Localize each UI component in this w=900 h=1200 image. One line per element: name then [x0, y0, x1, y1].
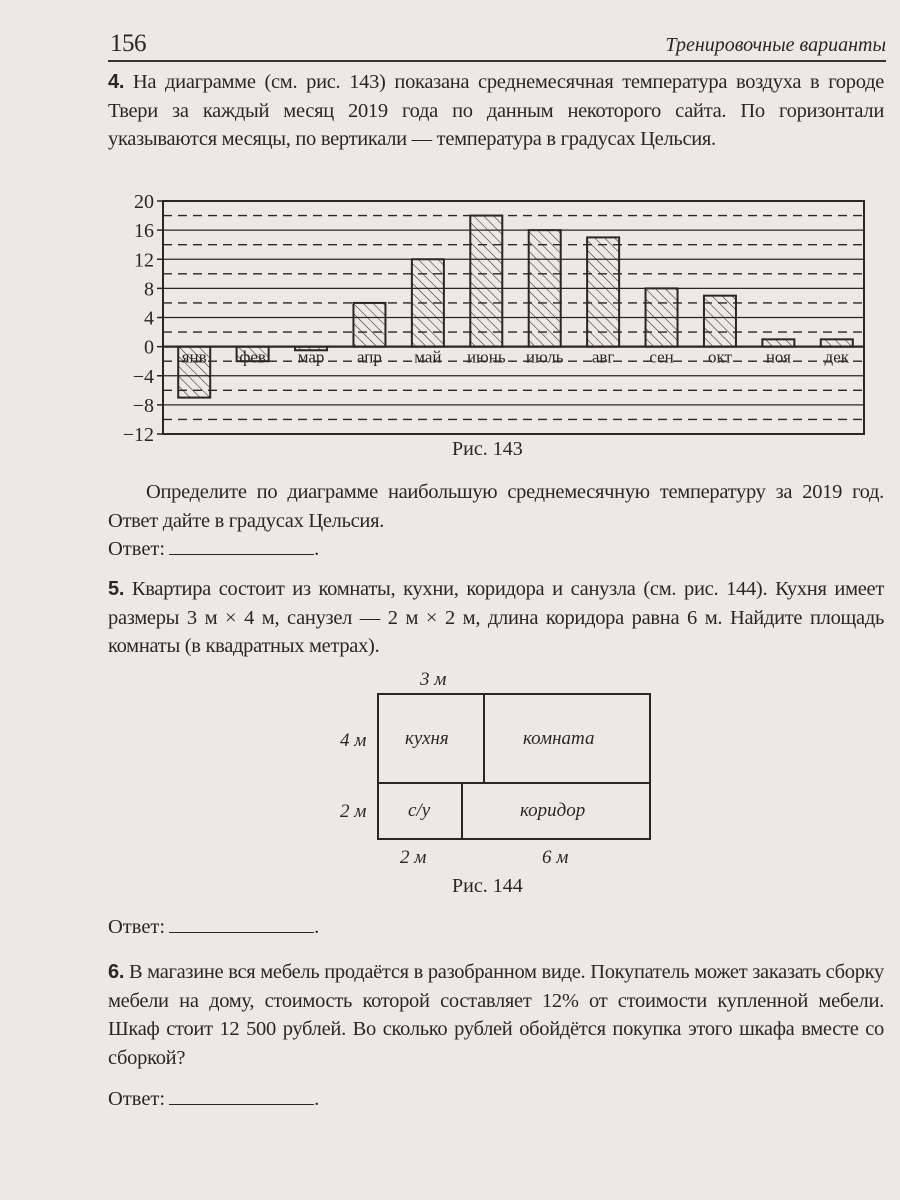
task-5-number: 5. — [108, 578, 125, 600]
task-4-text: На диаграмме (см. рис. 143) показана среднемесячная температура воздуха в городе Твери за каждый месяц 2019 года по данным некоторого сайта. По горизонтали указываются месяцы, по вертикали — температура в градусах Цельсия. — [108, 71, 884, 150]
svg-text:июль: июль — [525, 347, 564, 367]
svg-text:16: 16 — [134, 220, 154, 243]
dim-bottom-left: 2 м — [400, 847, 427, 868]
task-5-answer: Ответ: . — [108, 916, 320, 938]
dim-top: 3 м — [420, 669, 447, 690]
svg-text:апр: апр — [356, 347, 382, 367]
dim-left-top: 4 м — [340, 730, 367, 751]
answer-blank[interactable] — [169, 914, 314, 933]
page-number: 156 — [110, 30, 146, 57]
figure-143-caption: Рис. 143 — [452, 438, 523, 460]
svg-text:−12: −12 — [122, 424, 154, 446]
task-4-answer: Ответ: . — [108, 538, 320, 560]
svg-text:май: май — [414, 347, 442, 367]
task-6-statement — [108, 958, 884, 1072]
room-corridor: коридор — [520, 800, 586, 821]
answer-blank[interactable] — [169, 536, 314, 555]
svg-text:янв: янв — [181, 347, 207, 367]
svg-text:12: 12 — [134, 249, 154, 272]
room-kitchen: кухня — [405, 728, 449, 749]
svg-text:окт: окт — [707, 347, 732, 367]
section-title: Тренировочные варианты — [665, 34, 886, 56]
svg-text:ноя: ноя — [765, 347, 791, 367]
figure-144-caption: Рис. 144 — [452, 875, 523, 897]
task-4-number: 4. — [108, 71, 125, 93]
task-4-question: Определите по диаграмме наибольшую среднемесячную температуру за 2019 год. Ответ дайте в градусах Цельсия. — [108, 481, 884, 532]
task-5-text: Квартира состоит из комнаты, кухни, коридора и санузла (см. рис. 144). Кухня имеет размеры 3 м × 4 м, санузел — 2 м × 2 м, длина коридора равна 6 м. Найдите площадь комнаты (в квадратных метрах). — [108, 578, 885, 657]
svg-text:сен: сен — [649, 347, 674, 367]
temperature-bar-chart — [0, 0, 900, 450]
svg-text:0: 0 — [144, 336, 154, 359]
svg-text:−8: −8 — [132, 394, 154, 417]
answer-label: Ответ: — [108, 916, 166, 938]
task-6-number: 6. — [108, 961, 125, 983]
task-6-text: В магазине вся мебель продаётся в разобранном виде. Покупатель может заказать сборку мебели на дому, стоимость которой составляет 12% от стоимости купленной мебели. Шкаф стоит 12 500 рублей. Во сколько рублей обойдётся покупка этого шкафа вместе со сборкой? — [108, 961, 884, 1069]
task-6-answer: Ответ: . — [108, 1088, 320, 1110]
svg-text:8: 8 — [144, 278, 154, 301]
svg-text:июнь: июнь — [466, 347, 506, 367]
svg-text:дек: дек — [824, 347, 850, 367]
answer-label: Ответ: — [108, 538, 166, 560]
svg-text:мар: мар — [297, 347, 325, 367]
dim-bottom-right: 6 м — [542, 847, 569, 868]
svg-text:4: 4 — [144, 307, 154, 330]
svg-text:−4: −4 — [132, 365, 154, 388]
svg-text:20: 20 — [134, 191, 154, 213]
apartment-floor-plan — [0, 665, 900, 895]
answer-label: Ответ: — [108, 1088, 166, 1110]
svg-text:авг: авг — [591, 347, 615, 367]
room-living: комната — [523, 728, 595, 749]
svg-text:фев: фев — [239, 347, 266, 367]
task-5-statement — [108, 575, 884, 661]
dim-left-bottom: 2 м — [340, 801, 367, 822]
answer-blank[interactable] — [169, 1086, 314, 1105]
room-bathroom: с/у — [408, 800, 431, 821]
